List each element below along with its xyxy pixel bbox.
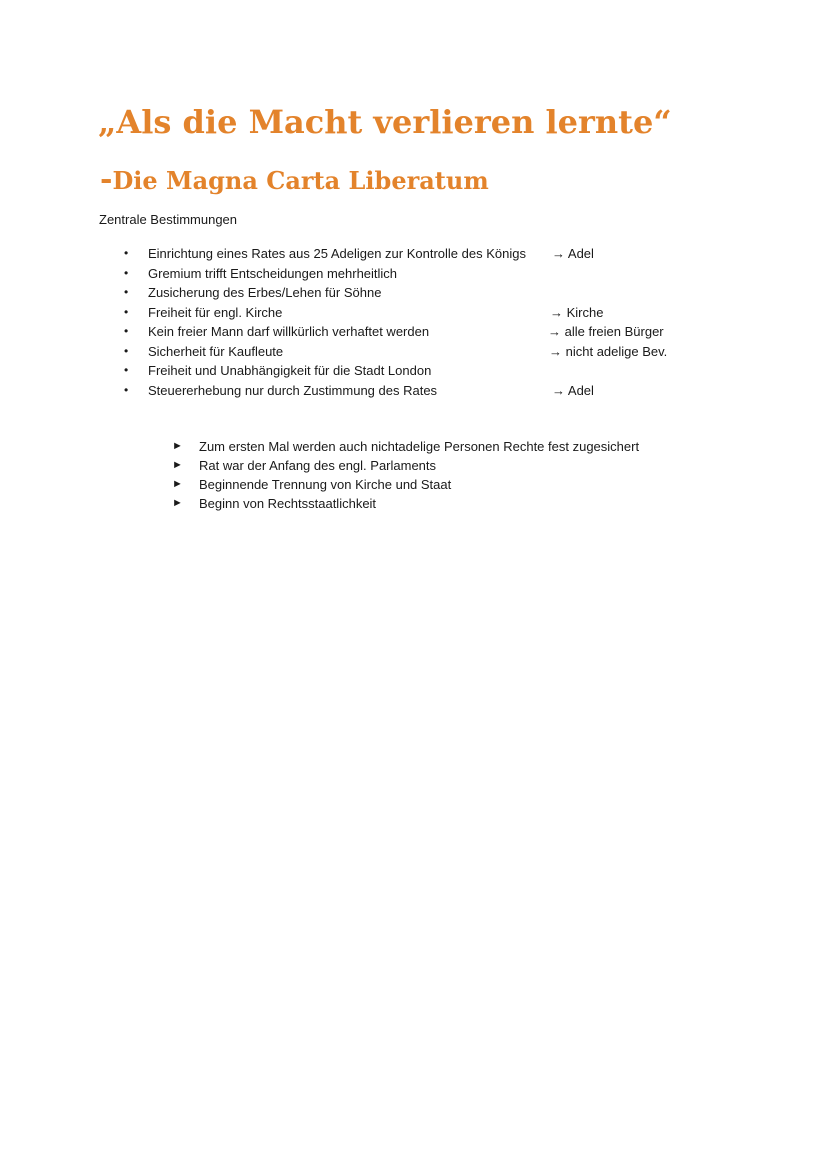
list-item bbox=[0, 244, 828, 264]
list-item bbox=[0, 283, 828, 303]
provision-text: Freiheit und Unabhängigkeit für die Stadt London bbox=[148, 363, 432, 378]
target-label: alle freien Bürger bbox=[564, 324, 664, 339]
bullet-icon: • bbox=[124, 265, 129, 280]
arrow-right-icon: → bbox=[552, 382, 565, 398]
provision-text: Zusicherung des Erbes/Lehen für Söhne bbox=[148, 285, 382, 300]
bullet-icon: • bbox=[124, 304, 129, 319]
document-subtitle bbox=[100, 163, 489, 198]
consequences-list bbox=[0, 437, 828, 513]
arrow-right-icon: → bbox=[552, 246, 565, 261]
bullet-icon: • bbox=[124, 285, 129, 299]
provision-text: Sicherheit für Kaufleute bbox=[148, 343, 284, 359]
list-item bbox=[0, 361, 828, 381]
list-item bbox=[0, 342, 828, 362]
subtitle-text: Die Magna Carta Liberatum bbox=[112, 166, 489, 195]
list-item bbox=[0, 381, 828, 401]
arrow-right-icon: → bbox=[549, 343, 562, 359]
list-item bbox=[0, 456, 828, 475]
arrow-right-icon: → bbox=[550, 304, 563, 320]
list-item bbox=[0, 322, 828, 342]
consequence-text: Beginn von Rechtsstaatlichkeit bbox=[199, 496, 377, 511]
provision-target bbox=[548, 322, 664, 342]
document-title: „Als die Macht verlieren lernte“ bbox=[98, 103, 672, 141]
list-item bbox=[0, 264, 828, 284]
section-label: Zentrale Bestimmungen bbox=[99, 212, 238, 227]
target-label: Adel bbox=[567, 246, 594, 261]
provision-text: Steuererhebung nur durch Zustimmung des Rates bbox=[148, 382, 438, 398]
list-item bbox=[0, 475, 828, 494]
target-label: Kirche bbox=[566, 304, 604, 320]
target-label: Adel bbox=[567, 382, 594, 398]
provision-text: Freiheit für engl. Kirche bbox=[148, 304, 283, 320]
provision-target bbox=[549, 342, 667, 362]
bullet-icon: • bbox=[124, 246, 129, 260]
triangle-bullet-icon: ► bbox=[172, 497, 183, 509]
provision-target bbox=[552, 244, 594, 264]
list-item bbox=[0, 494, 828, 513]
list-item bbox=[0, 437, 828, 456]
bullet-icon: • bbox=[124, 363, 129, 377]
provision-target bbox=[550, 303, 603, 323]
subtitle-dash: - bbox=[100, 162, 113, 197]
arrow-right-icon: → bbox=[548, 324, 561, 339]
bullet-icon: • bbox=[124, 324, 129, 338]
consequence-text: Beginnende Trennung von Kirche und Staat bbox=[199, 477, 452, 492]
triangle-bullet-icon: ► bbox=[172, 440, 183, 452]
target-label: nicht adelige Bev. bbox=[565, 343, 668, 359]
provision-text: Kein freier Mann darf willkürlich verhaftet werden bbox=[148, 324, 430, 339]
triangle-bullet-icon: ► bbox=[172, 459, 183, 471]
triangle-bullet-icon: ► bbox=[172, 478, 183, 490]
provision-text: Einrichtung eines Rates aus 25 Adeligen zur Kontrolle des Königs bbox=[148, 246, 526, 261]
provision-text: Gremium trifft Entscheidungen mehrheitlich bbox=[148, 265, 398, 281]
provision-target bbox=[552, 381, 594, 401]
list-item bbox=[0, 303, 828, 323]
bullet-icon: • bbox=[124, 343, 129, 358]
consequence-text: Rat war der Anfang des engl. Parlaments bbox=[199, 458, 437, 473]
bullet-icon: • bbox=[124, 382, 129, 397]
consequence-text: Zum ersten Mal werden auch nichtadelige Personen Rechte fest zugesichert bbox=[199, 439, 640, 454]
provisions-list bbox=[0, 244, 828, 400]
